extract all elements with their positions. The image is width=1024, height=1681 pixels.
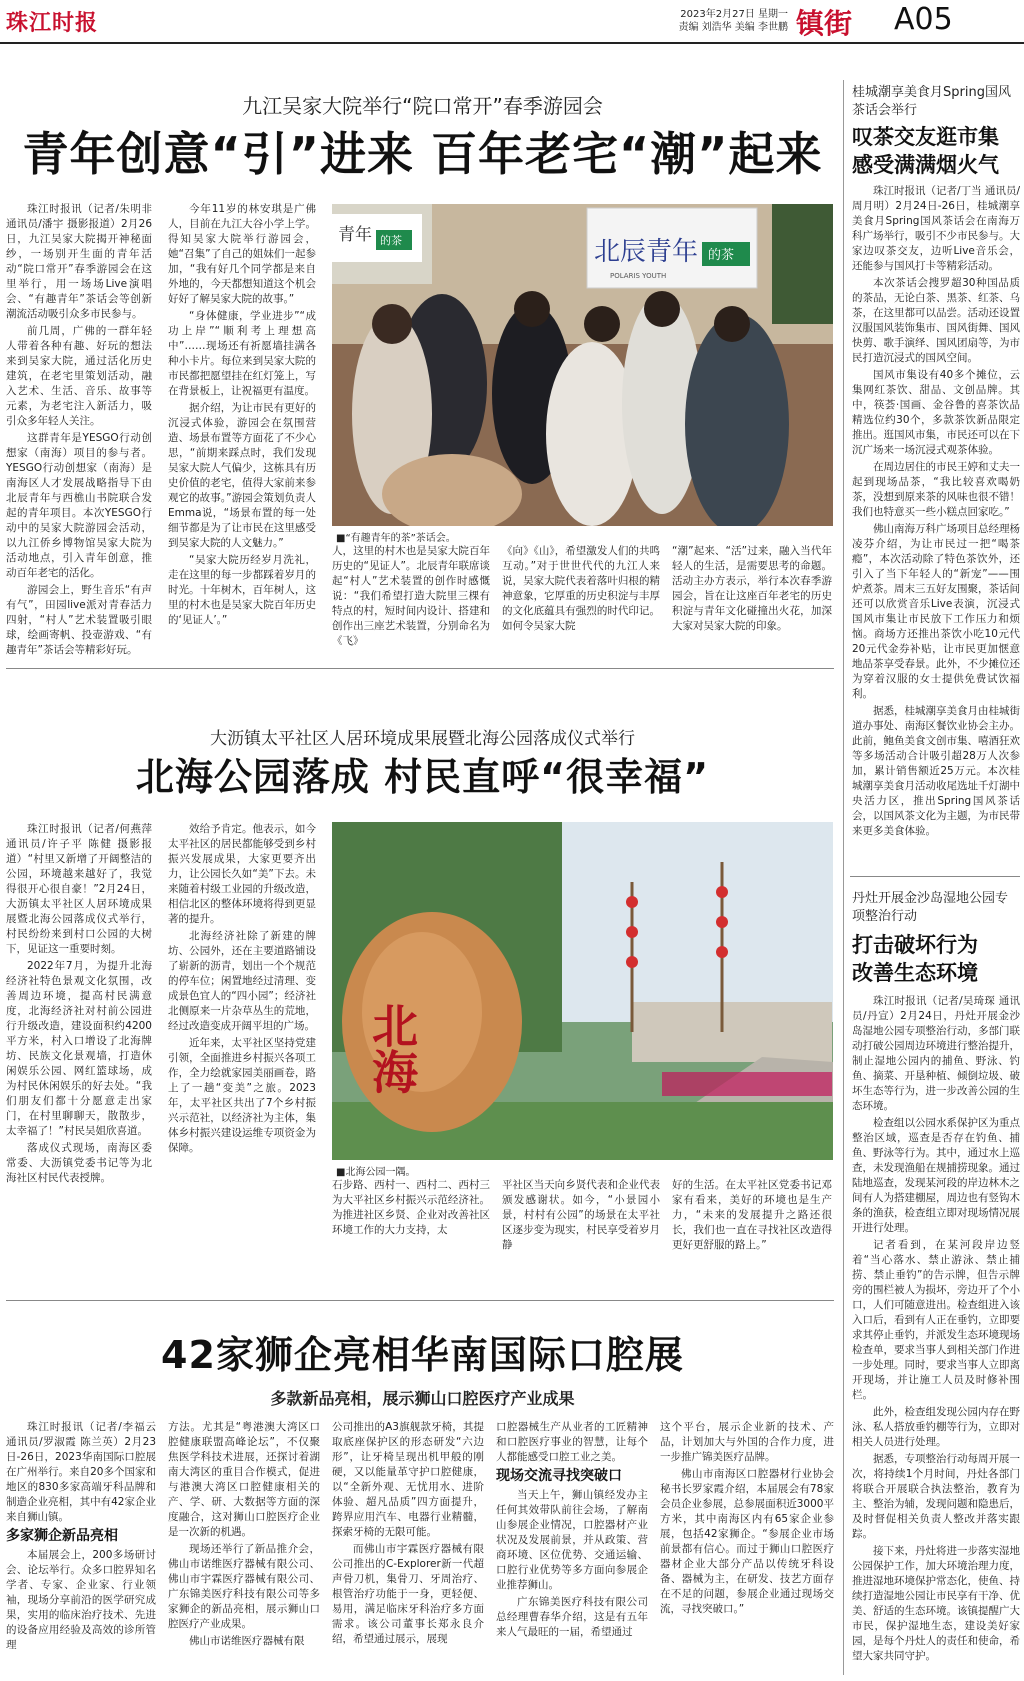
page-number: A05 [894,2,953,37]
article2-headline: 北海公园落成 村民直呼“很幸福” [135,755,710,799]
banner-main-tag: 的茶 [708,248,735,263]
paragraph: 口腔器械生产从业者的工匠精神和口腔医疗事业的智慧，让每个人都能感受口腔工业之美。 [496,1421,648,1463]
article3-col3 [332,1420,484,1676]
paragraph: 珠江时报讯（记者/李福云 通讯员/罗淑霞 陈兰英）2月23日-26日，2023华南国际口腔展在广州举行。来自20多个国家和地区的830多家高端牙科品牌和制造企业亮相，其中有42家企业来自狮山镇。 [6,1421,156,1523]
side1-body [852,184,1020,860]
paragraph: 人，这里的村木也是吴家大院百年历史的“见证人”。北辰青年联席谈起“村人”艺术装置的创作时感慨说：“我们希望打造大院里三棵有特点的村，短时间内设计、搭建和创作出三座艺术装置，分别命名为《飞》 [332,545,490,647]
article1-col1 [6,202,152,662]
paragraph: 石步路、西村一、西村二、西村三为大平社区乡村振兴示范经济社。为推进社区乡贤、企业对改善社区环境工作的大力支持，太 [332,1179,490,1236]
paragraph: 2022年7月，为提升北海经济社特色景观文化氛围，改善周边环境，提高村民满意度，北海经济社对村前公园进行升级改造，建设面积约4200平方米，村入口增设了北海牌坊、民族文化景观墙，打造休闲娱乐公园、网红篮球场，成为村民休闲娱乐的好去处。“我们朋友们都十分愿意走出家门，在村里聊聊天，散散步，太幸福了！”村民吴姐欣喜道。 [6,960,152,1137]
banner-left-text: 青年 [338,225,372,245]
paragraph: 检查组以公园水系保护区为重点整治区域，巡查是否存在钓鱼、捕鱼、野泳等行为。其中，通过水上巡查，未发现渔船在规捕捞现象。通过陆地巡查，发现某河段的岸边林木之间有人为搭建棚屋，周边也有竖钩木条的渔获，检查组立即对现场情况展开进行处理。 [852,1117,1020,1234]
article3-subhead: 多款新品亮相，展示狮山口腔医疗产业成果 [270,1389,575,1408]
article1-kicker: 九江吴家大院举行“院口常开”春季游园会 [242,94,603,118]
paragraph: 落成仪式现场，南海区委常委、大沥镇党委书记等为北海社区村民代表授牌。 [6,1142,152,1184]
paragraph: 游园会上，野生音乐“有声有气”，田园live派对青春活力四射，“村人”艺术装置吸引眼球，绘画寄帆、投壶游戏、“有趣青年”茶话会等精彩好玩。 [6,584,152,656]
article2-kicker: 大沥镇太平社区人居环境成果展暨北海公园落成仪式举行 [210,729,635,749]
sidebar-divider [843,80,844,1675]
issue-date: 2023年2月27日 星期一 [680,9,788,20]
paragraph: 这群青年是YESGO行动创想家（南海）项目的参与者。YESGO行动创想家（南海）是南海区人才发展战略指导下由北辰青年与西樵山书院联合发起的青年项目。本次YESGO行动中的吴家大院游园会活动，以九江侨乡博物馆吴家大院为活动地点，引入青年创意，推动百年老宅的活化。 [6,432,152,579]
editors-line: 责编 刘浩华 美编 李世鹏 [678,22,788,33]
paragraph: 近年来，太平社区坚持党建引领，全面推进乡村振兴各项工作，全力绘就家园美丽画卷，路上了一趟“变美”之旅。2023年，太平社区共出了7个乡村振兴示范社，以经济社为主体，集体乡村振兴建设运维专项资金为保障。 [168,1037,316,1154]
paragraph: 前几周，广佛的一群年轻人带着各种有趣、好玩的想法来到吴家大院，通过活化历史建筑，在老宅里策划活动，融入艺术、生活、音乐、故事等元素，为老宅注入新活力，吸引众多年轻人关注。 [6,325,152,427]
paragraph: 国风市集设有40多个摊位，云集网红茶饮、甜品、文创品牌。其中，筷荟·国画、金谷鲁的喜茶饮品精选位约30个，多款茶饮新品限定推出。逛国风市集，市民还可以在下沉广场来一场沉浸式观茶体验。 [852,369,1020,456]
paragraph: 效给予肯定。他表示，如今太平社区的居民都能够受到乡村振兴发展成果，大家更要齐出力，让公园长久如“美”下去。未来随着村级工业园的升级改造，相信北区的整体环境将得到更显著的提升。 [168,823,316,925]
masthead [0,0,1024,44]
paragraph: 本届展会上，200多场研讨会、论坛举行。众多口腔界知名学者、专家、企业家、行业领袖，现场分享前沿的医学研究成果，实用的临床治疗技术、先进的设备应用经验及高效的诊所管理 [6,1549,156,1651]
article1-bottom-col2 [502,544,660,658]
paragraph: 据悉，专项整治行动每周开展一次，将持续1个月时间，丹灶各部门将联合开展联合执法整治，教育为主、整治为辅，发现问题和隐患后，及时督促相关负责人整改并落实跟踪。 [852,1453,1020,1540]
article2-bottom-col3 [672,1178,832,1268]
article2-col1 [6,822,152,1262]
article3-section-heading-1: 多家狮企新品亮相 [6,1528,118,1544]
side1-headline-line1: 叹茶交友逛市集 [852,125,999,149]
paragraph: 佛山市南海区口腔器材行业协会秘书长罗家霞介绍，本届展会有78家会员企业参展，总参展面积近3000平方米，其中南海区内有65家企业参展，包括42家狮企。“参展企业市场前景都有信心。而过于狮山口腔医疗器材企业大部分产品以传统牙科设备、器械为主，在研发、技艺方面存在不足的问题，参展企业通过现场交流，寻找突破口。” [660,1468,834,1615]
article3-col5 [660,1420,834,1676]
article2-bottom-col1 [332,1178,490,1268]
paragraph: 在周边居住的市民王婷和丈夫一起到现场品茶，“我比较喜欢喝奶茶，没想到原来茶的风味也很不错！我们也特意买一些小糕点回家吃。” [852,461,1020,518]
article3-col2 [168,1420,320,1676]
paragraph: 当天上午，狮山镇经发办主任何其效带队前往会场，了解南山参展企业情况，口腔器材产业状况及发展前景，并从政策、营商环境、区位优势、交通运输、口腔行业优势等多方面向参展企业推荐狮山。 [496,1489,648,1591]
article3-col1 [6,1420,156,1676]
side1-kicker: 桂城潮享美食月Spring国风茶话会举行 [852,85,1011,118]
divider [6,668,834,669]
paragraph: 此外，检查组发现公园内存在野泳、私人搭放垂钓棚等行为，立即对相关人员进行处理。 [852,1406,1020,1448]
article2-photo [332,822,833,1160]
paragraph: “吴家大院历经岁月洗礼，走在这里的每一步都踩着岁月的时光。十年树木，百年树人，这里的村木也是吴家大院百年历史的‘见证人’。” [168,554,316,626]
park-photo [332,822,833,1160]
paragraph: 记者看到，在某河段岸边竖着“当心落水、禁止游泳、禁止捕捞、禁止垂钓”的告示牌，但告示牌旁的围栏被人为损坏，旁边开了个小口，人们可随意进出。检查组进入该入口后，看到有人正在垂钓，立即要求其停止垂钓，并派发生态环境现场检查单，要求当事人到相关部门作进一步处理。同时，要求当事人立即离开现场，并让施工人员及时修补围栏。 [852,1239,1020,1401]
paragraph: 公司推出的A3旗舰款牙椅，其提取底座保护区的形态研发“六边形”，让牙椅呈现出机甲般的刚硬，又以能量革守护口腔健康，以“全新外观、无忧用水、进阶体验、超凡品质”四方面提升，跨界应用汽车、电器行业精髓，探索牙椅的无限可能。 [332,1421,484,1538]
article1-bottom-col3 [672,544,832,658]
article1-photo [332,204,833,526]
paragraph: 现场还举行了新品推介会，佛山市诺维医疗器械有限公司、佛山市宇霖医疗器械有限公司、广东锦美医疗科技有限公司等多家狮企的新品亮相，展示狮山口腔医疗产业成果。 [168,1543,320,1630]
side2-kicker: 丹灶开展金沙岛湿地公园专项整治行动 [852,891,1009,924]
banner-left-tag: 的茶 [380,234,402,247]
paragraph: 佛山南海万科广场项目总经理杨凌芬介绍，为让市民过一把“喝茶瘾”，本次活动除了特色茶饮外，还引入了当下年轻人的“新宠”——围炉煮茶。周末三五好友围聚，茶话间还可以欣赏音乐Live表演，沉浸式国风市集让市民放下工作压力和烦恼。商场方还推出茶饮小吃10元代20元代金券补贴，让市民更加惬意地品茶享受春景。此外，不少摊位还为穿着汉服的女士提供免费试饮福利。 [852,523,1020,700]
section-name: 镇街 [796,7,853,40]
newspaper-logo: 珠江时报 [6,10,99,36]
paragraph: “身体健康，学业进步”“成功上岸”“顺利考上理想高中”……现场还有祈愿墙挂满各种小卡片。每位来到吴家大院的市民都把愿望挂在红灯笼上，写在背景板上，让祝福更有温度。 [168,310,316,397]
article2-col2 [168,822,316,1262]
paragraph: “潮”起来、“活”过来，融入当代年轻人的生活，是需要思考的命题。活动主办方表示，举行本次春季游园会，旨在让这座百年老宅的历史积淀与青年文化碰撞出火花，加深大家对吴家大院的印象。 [672,545,832,632]
tea-party-photo [332,204,833,526]
paragraph: 方法。尤其是“粤港澳大湾区口腔健康联盟高峰论坛”，不仅聚焦医学科技术进展，还探讨着湖南大湾区的重目合作模式，促进与港澳大湾区口腔健康相关的产、学、研、大数据等方面的深度融合，这对狮山口腔医疗企业是一次新的机遇。 [168,1421,320,1538]
divider [850,876,1020,877]
article3-section-heading-2: 现场交流寻找突破口 [496,1468,622,1484]
banner-sub: POLARIS YOUTH [610,272,667,280]
rock-inscription: 北海 [365,1002,419,1094]
side2-headline-line2: 改善生态环境 [852,961,978,985]
side2-body [852,994,1020,1676]
paragraph: 接下来，丹灶将进一步落实湿地公园保护工作，加大环境治理力度，推进湿地环境保护常态化，使鱼、持续打造湿地公园让市民享有干净、优美、舒适的生态环境。该镇提醒广大市民，保护湿地生态，建设美好家园，是每个丹灶人的责任和使命，希望大家共同守护。 [852,1545,1020,1662]
paragraph: 珠江时报讯（记者/朱明非 通讯员/潘宇 摄影报道）2月26日，九江吴家大院揭开神秘面纱，一场别开生面的青年活动“院口常开”春季游园会在这里举行，用一场场Live演唱会、“有趣青年”茶话会等创新潮流活动吸引众多市民参与。 [6,203,152,320]
paragraph: 佛山市诺维医疗器械有限 [189,1635,305,1647]
paragraph: 珠江时报讯（记者/吴琦琛 通讯员/丹宣）2月24日，丹灶开展金沙岛湿地公园专项整治行动，多部门联动打破公园周边环境进行整治提升，制止湿地公园内的捕鱼、野泳、钓鱼、摘菜、开垦种植、倾倒垃圾、破坏生态等行为，进一步改善公园的生态环境。 [852,995,1020,1112]
divider [6,1300,834,1301]
paragraph: 广东锦美医疗科技有限公司总经理曹春华介绍，这是有五年来人气最旺的一届，希望通过 [496,1596,648,1638]
paragraph: 今年11岁的林安琪是广佛人，目前在九江大谷小学上学。得知吴家大院举行游园会，她“召集”了自己的姐妹们一起参加，“我有好几个同学都是来自外地的，今天都想知道这个机会好好了解吴家大院的故事。” [168,203,316,305]
side2-headline-line1: 打击破坏行为 [852,933,978,957]
article1-photo-caption: ■“有趣青年的茶”茶话会。 [336,533,456,544]
article2-photo-caption: ■北海公园一隅。 [336,1167,416,1178]
paragraph: 好的生活。在太平社区党委书记邓家有看来，美好的环境也是生产力，“未来的发展提升之路还很长，我们也一直在寻找社区改造得更好更舒服的路上。” [672,1179,832,1251]
paragraph: 平社区当天向乡贤代表和企业代表颁发感谢状。如今，“小景园小景，村村有公园”的场景在太平社区逐步变为现实，村民享受着岁月静 [502,1179,660,1251]
article3-col4 [496,1420,648,1676]
banner-main-text: 北辰青年 [594,237,699,267]
issue-meta [678,8,788,34]
paragraph: 北海经济社除了新建的牌坊、公园外，还在主要道路铺设了崭新的沥青，划出一个个规范的停车位；闲置地经过清理、变成景色宜人的“四小园”；经济社北侧原来一片杂草丛生的荒地，经过改造变成开阔平坦的广场。 [168,930,316,1032]
paragraph: 珠江时报讯（记者/何燕萍 通讯员/许子平 陈健 摄影报道）“村里又新增了开阔整洁的公园，环境越来越好了，我觉得很开心很自豪！”2月24日，大沥镇太平社区人居环境成果展暨北海公园落成仪式举行，村民纷纷来到村口公园的大树下，见证这一重要时刻。 [6,823,152,955]
article3-headline: 42家狮企亮相华南国际口腔展 [161,1333,684,1377]
paragraph: 据介绍，为让市民有更好的沉浸式体验，游园会在氛围营造、场景布置等方面花了不少心思，“前期来踩点时，我们发现吴家大院人气偏少，这栋具有历史价值的老宅，值得大家前来参观它的故事。”游园会策划负责人Emma说，“场景布置的每一处细节都是为了让市民在这里感受到吴家大院的人文魅力。” [168,402,316,549]
article2-bottom-col2 [502,1178,660,1268]
article1-col2 [168,202,316,662]
paragraph: 据悉，桂城潮享美食月由桂城街道办事处、南海区餐饮业协会主办。此前，鲍鱼美食文创市集、嘻酒狂欢等多场活动合计吸引超28万人次参加，累计销售额近25万元。本次桂城潮享美食月活动收尾选址千灯湖中央活力区，推出Spring国风茶话会，以国风茶文化为主题，为市民带来更多美食体验。 [852,705,1020,837]
paragraph: 而佛山市宇霖医疗器械有限公司推出的C-Explorer新一代超声骨刀机，集骨刀、牙周治疗、根管治疗功能于一身，更轻便、易用，满足临床牙科治疗多方面需求。该公司董事长郑永良介绍，希望通过展示，展现 [332,1543,484,1645]
paragraph: 《向》《山》，希望激发人们的共鸣互动。”对于世世代代的九江人来说，吴家大院代表着落叶归根的精神意象，它厚重的历史积淀与丰厚的文化底蕴具有强烈的时代印记。如何令吴家大院 [502,545,660,632]
article1-headline: 青年创意“引”进来 百年老宅“潮”起来 [22,127,823,181]
article1-bottom-col1 [332,544,490,658]
paragraph: 这个平台，展示企业新的技术、产品，计划加大与外国的合作力度，进一步推广锦美医疗品牌。 [660,1421,834,1463]
paragraph: 珠江时报讯（记者/丁当 通讯员/周月明）2月24日-26日，桂城潮享美食月Spring国风茶话会在南海万科广场举行，吸引不少市民参与。大家边叹茶交友，边听Live音乐会，还能参与国风打卡等精彩活动。 [852,185,1020,272]
side1-headline-line2: 感受满满烟火气 [852,153,999,177]
paragraph: 本次茶话会搜罗超30种国品质的茶品，无论白茶、黑茶、红茶、乌茶，在这里都可以品尝。活动还设置汉服国风装饰集市、国风街舞、国风快剪、歌手演绎、国风团扇等，为市民打造沉浸式的国风空间。 [852,277,1020,364]
